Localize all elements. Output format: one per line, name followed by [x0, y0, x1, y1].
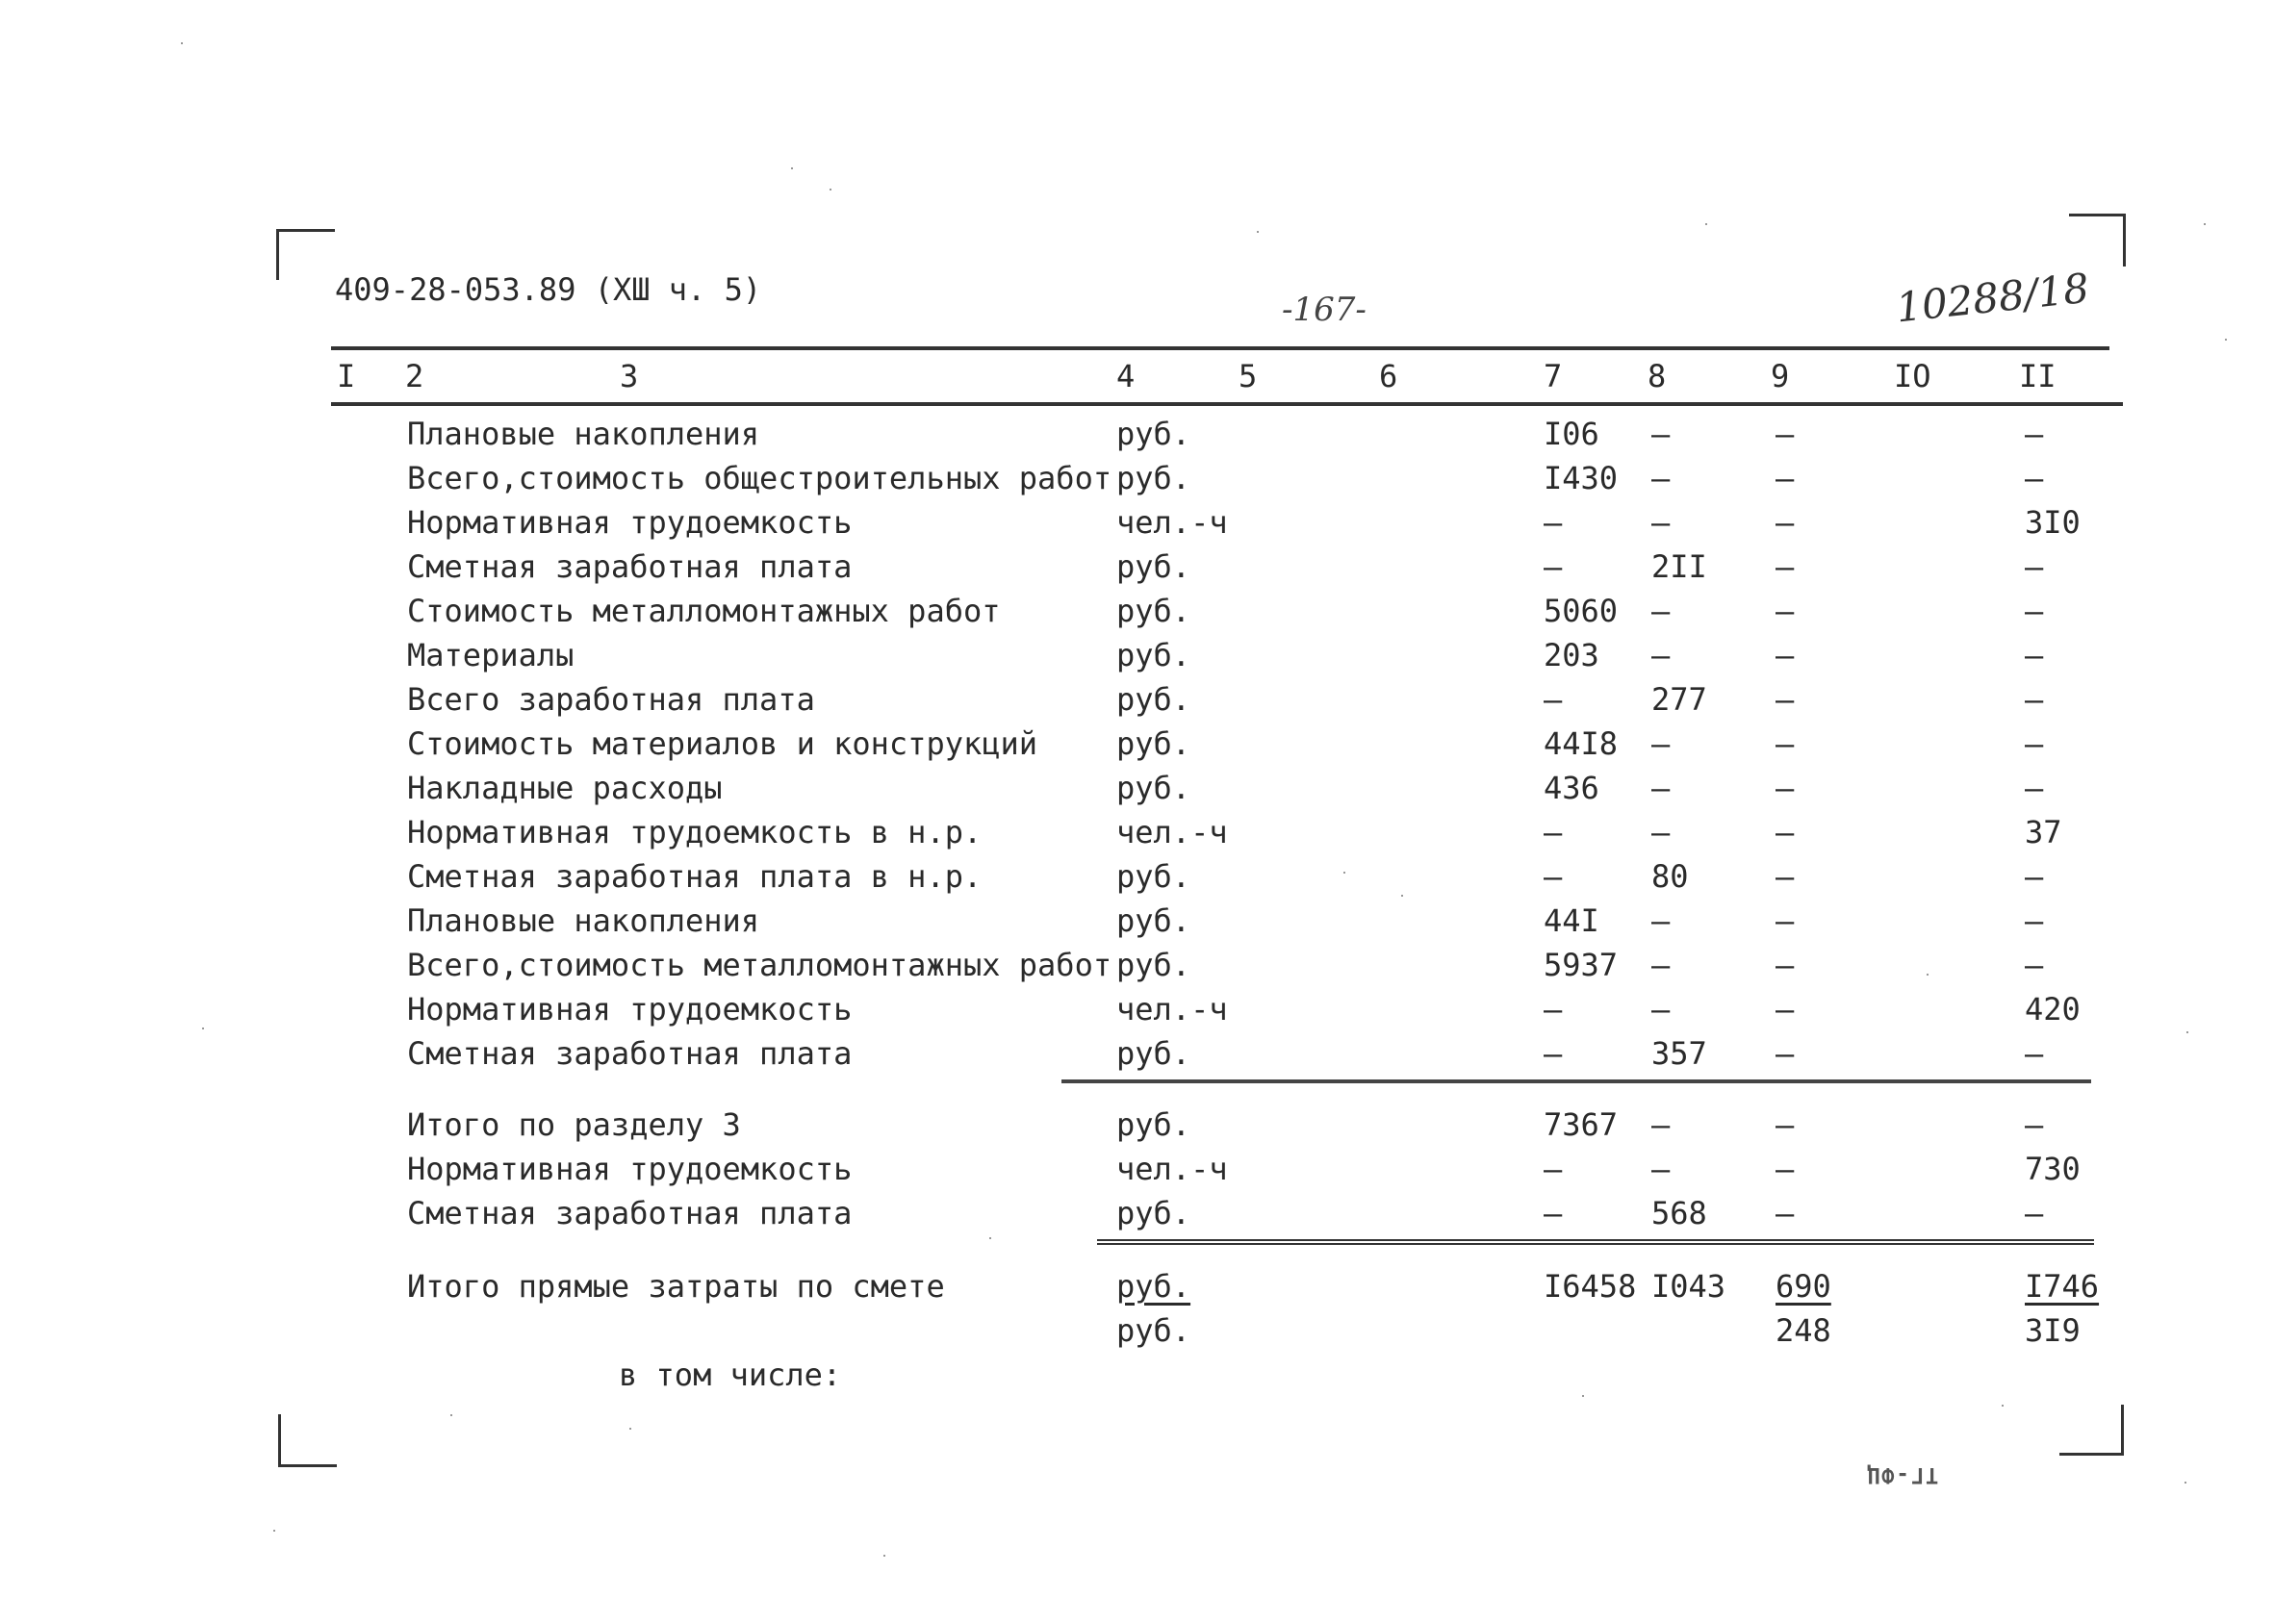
total-name: Итого прямые затраты по смете	[407, 1268, 945, 1305]
table-row	[0, 899, 2274, 943]
row-value-col9: –	[1776, 460, 1795, 496]
scan-speck	[2186, 1031, 2188, 1033]
row-value-col8: 80	[1651, 858, 1689, 895]
scan-speck	[202, 1028, 204, 1029]
row-value-col8: 2II	[1651, 548, 1707, 585]
table-row	[0, 943, 2274, 987]
row-value-col7: 7367	[1544, 1106, 1619, 1143]
table-row	[0, 854, 2274, 899]
row-name: Стоимость материалов и конструкций	[407, 725, 1038, 762]
scan-speck	[2225, 339, 2227, 341]
table-row	[0, 456, 2274, 500]
col-header-11: II	[2019, 358, 2057, 394]
row-value-col8: 568	[1651, 1195, 1707, 1231]
subtotal-row	[0, 1191, 2274, 1235]
row-unit: руб.	[1116, 947, 1191, 983]
row-value-col11: –	[2025, 637, 2044, 673]
total-unit-second: руб.	[1116, 1312, 1191, 1349]
row-unit: чел.-ч	[1116, 991, 1228, 1028]
row-value-col11: –	[2025, 1106, 2044, 1143]
col-header-9: 9	[1771, 358, 1790, 394]
row-name: Всего заработная плата	[407, 681, 815, 718]
table-row	[0, 545, 2274, 589]
row-value-col9: –	[1776, 725, 1795, 762]
row-name: Нормативная трудоемкость	[407, 991, 853, 1028]
row-unit: чел.-ч	[1116, 814, 1228, 850]
page-number: -167-	[1282, 291, 1367, 329]
row-value-col8: 277	[1651, 681, 1707, 718]
row-value-col9: –	[1776, 1151, 1795, 1187]
row-value-col8: –	[1651, 725, 1671, 762]
row-unit: руб.	[1116, 637, 1191, 673]
scan-speck	[1582, 1395, 1584, 1397]
scan-speck	[1927, 974, 1929, 976]
row-name: Нормативная трудоемкость	[407, 1151, 853, 1187]
row-value-col8: –	[1651, 504, 1671, 541]
row-unit: руб.	[1116, 1035, 1191, 1072]
row-value-col7: –	[1544, 681, 1563, 718]
scan-speck	[883, 1555, 885, 1557]
scan-speck	[450, 1414, 452, 1416]
scan-speck	[1257, 231, 1259, 233]
crop-mark-top-left	[276, 229, 335, 280]
total-unit: руб.	[1116, 1268, 1191, 1305]
scan-speck	[1343, 872, 1345, 874]
row-value-col11: –	[2025, 770, 2044, 806]
row-value-col11: 3I0	[2025, 504, 2081, 541]
row-value-col11: –	[2025, 947, 2044, 983]
row-name: Сметная заработная плата	[407, 548, 853, 585]
row-unit: руб.	[1116, 460, 1191, 496]
row-unit: руб.	[1116, 1195, 1191, 1231]
row-value-col7: –	[1544, 814, 1563, 850]
row-value-col9: –	[1776, 504, 1795, 541]
row-name: Всего,стоимость металломонтажных работ	[407, 947, 1112, 983]
row-unit: руб.	[1116, 858, 1191, 895]
table-row	[0, 722, 2274, 766]
row-name: Всего,стоимость общестроительных работ	[407, 460, 1112, 496]
col-header-8: 8	[1648, 358, 1667, 394]
total-row-second	[0, 1308, 2274, 1353]
row-value-col8: –	[1651, 991, 1671, 1028]
row-unit: чел.-ч	[1116, 504, 1228, 541]
row-value-col7: –	[1544, 1195, 1563, 1231]
scan-speck	[2204, 223, 2206, 225]
row-value-col7: 5937	[1544, 947, 1619, 983]
table-row	[0, 412, 2274, 456]
row-value-col8: –	[1651, 416, 1671, 452]
subtotal-row	[0, 1147, 2274, 1191]
row-unit: руб.	[1116, 770, 1191, 806]
header-top-rule	[331, 346, 2109, 350]
row-value-col7: –	[1544, 548, 1563, 585]
total-rule	[1097, 1239, 2094, 1247]
footer-stamp: ТГ-ФЦ	[1865, 1462, 1939, 1486]
row-value-col7: –	[1544, 504, 1563, 541]
row-value-col8: –	[1651, 593, 1671, 629]
total-value-col11: I746	[2025, 1268, 2100, 1305]
total-value-col7: I6458	[1544, 1268, 1637, 1305]
col-header-1: I	[337, 358, 356, 394]
col-header-7: 7	[1544, 358, 1563, 394]
row-value-col9: –	[1776, 858, 1795, 895]
total-value-col8: I043	[1651, 1268, 1726, 1305]
row-unit: руб.	[1116, 593, 1191, 629]
row-value-col11: –	[2025, 548, 2044, 585]
row-name: Сметная заработная плата в н.р.	[407, 858, 983, 895]
row-value-col8: –	[1651, 1106, 1671, 1143]
row-unit: руб.	[1116, 902, 1191, 939]
row-value-col7: 436	[1544, 770, 1599, 806]
row-value-col8: 357	[1651, 1035, 1707, 1072]
table-row	[0, 1031, 2274, 1076]
row-value-col8: –	[1651, 1151, 1671, 1187]
row-value-col7: 5060	[1544, 593, 1619, 629]
row-value-col8: –	[1651, 814, 1671, 850]
row-name: Сметная заработная плата	[407, 1035, 853, 1072]
row-value-col9: –	[1776, 902, 1795, 939]
row-name: Итого по разделу 3	[407, 1106, 741, 1143]
scan-speck	[830, 189, 831, 190]
scan-speck	[273, 1530, 275, 1532]
row-value-col7: 44I	[1544, 902, 1599, 939]
row-value-col7: 44I8	[1544, 725, 1619, 762]
table-row	[0, 677, 2274, 722]
row-value-col11: 730	[2025, 1151, 2081, 1187]
row-value-col7: I06	[1544, 416, 1599, 452]
row-value-col7: 203	[1544, 637, 1599, 673]
scan-speck	[181, 42, 183, 44]
row-value-col9: –	[1776, 416, 1795, 452]
col-header-6: 6	[1379, 358, 1398, 394]
row-value-col8: –	[1651, 947, 1671, 983]
row-name: Накладные расходы	[407, 770, 723, 806]
row-name: Плановые накопления	[407, 902, 760, 939]
scan-speck	[2002, 1405, 2004, 1407]
col-header-4: 4	[1116, 358, 1136, 394]
row-value-col9: –	[1776, 681, 1795, 718]
scan-speck	[989, 1237, 991, 1239]
total-value-col9: 690	[1776, 1268, 1831, 1305]
crop-mark-bottom-left	[278, 1414, 337, 1467]
row-value-col11: –	[2025, 725, 2044, 762]
table-row	[0, 766, 2274, 810]
row-value-col11: –	[2025, 1195, 2044, 1231]
row-value-col11: –	[2025, 593, 2044, 629]
row-value-col7: I430	[1544, 460, 1619, 496]
row-value-col9: –	[1776, 1035, 1795, 1072]
subtotal-rule	[1061, 1079, 2091, 1083]
scan-speck	[629, 1428, 631, 1430]
row-name: Материалы	[407, 637, 575, 673]
col-header-5: 5	[1239, 358, 1258, 394]
col-header-3: 3	[620, 358, 639, 394]
row-value-col9: –	[1776, 1195, 1795, 1231]
row-value-col9: –	[1776, 947, 1795, 983]
row-value-col8: –	[1651, 770, 1671, 806]
row-name: Плановые накопления	[407, 416, 760, 452]
row-value-col8: –	[1651, 902, 1671, 939]
row-value-col11: –	[2025, 1035, 2044, 1072]
subtotal-row	[0, 1103, 2274, 1147]
row-value-col7: –	[1544, 1035, 1563, 1072]
row-value-col9: –	[1776, 637, 1795, 673]
table-row	[0, 987, 2274, 1031]
scan-speck	[791, 167, 793, 169]
row-value-col9: –	[1776, 548, 1795, 585]
table-row	[0, 589, 2274, 633]
scan-speck	[1705, 223, 1707, 225]
row-value-col11: 420	[2025, 991, 2081, 1028]
row-unit: чел.-ч	[1116, 1151, 1228, 1187]
row-name: Стоимость металломонтажных работ	[407, 593, 1001, 629]
row-value-col11: –	[2025, 681, 2044, 718]
header-bottom-rule	[331, 402, 2123, 406]
row-value-col7: –	[1544, 858, 1563, 895]
row-name: Нормативная трудоемкость в н.р.	[407, 814, 983, 850]
document-code: 409-28-053.89 (XШ ч. 5)	[335, 271, 762, 308]
total-value-col11-second: 3I9	[2025, 1312, 2081, 1349]
row-value-col11: –	[2025, 460, 2044, 496]
handwritten-number: 10288/18	[1893, 264, 2092, 332]
including-label: в том числе:	[619, 1357, 842, 1393]
row-unit: руб.	[1116, 725, 1191, 762]
row-value-col9: –	[1776, 593, 1795, 629]
row-value-col9: –	[1776, 770, 1795, 806]
row-value-col9: –	[1776, 1106, 1795, 1143]
row-unit: руб.	[1116, 548, 1191, 585]
scan-speck	[2185, 1482, 2186, 1484]
table-row	[0, 810, 2274, 854]
scan-speck	[1401, 895, 1403, 897]
crop-mark-top-right	[2069, 214, 2126, 266]
col-header-10: IO	[1894, 358, 1931, 394]
table-row	[0, 633, 2274, 677]
row-unit: руб.	[1116, 1106, 1191, 1143]
total-value-col9-second: 248	[1776, 1312, 1831, 1349]
row-value-col9: –	[1776, 991, 1795, 1028]
row-unit: руб.	[1116, 681, 1191, 718]
crop-mark-bottom-right	[2059, 1405, 2124, 1456]
row-unit: руб.	[1116, 416, 1191, 452]
row-value-col9: –	[1776, 814, 1795, 850]
row-value-col8: –	[1651, 637, 1671, 673]
table-row	[0, 500, 2274, 545]
row-value-col11: 37	[2025, 814, 2062, 850]
row-value-col11: –	[2025, 902, 2044, 939]
col-header-2: 2	[405, 358, 424, 394]
total-row	[0, 1264, 2274, 1308]
row-value-col7: –	[1544, 1151, 1563, 1187]
row-value-col11: –	[2025, 858, 2044, 895]
row-name: Нормативная трудоемкость	[407, 504, 853, 541]
row-value-col11: –	[2025, 416, 2044, 452]
row-value-col8: –	[1651, 460, 1671, 496]
row-name: Сметная заработная плата	[407, 1195, 853, 1231]
row-value-col7: –	[1544, 991, 1563, 1028]
